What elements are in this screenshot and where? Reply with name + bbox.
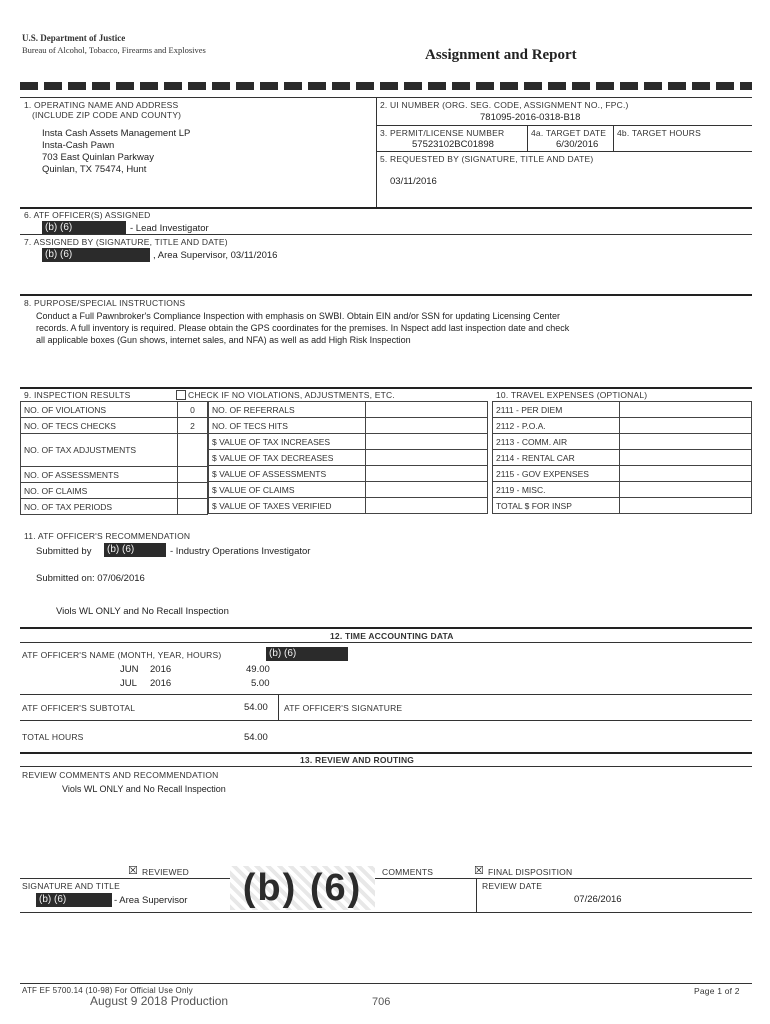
cell-label: 2113 - COMM. AIR (493, 434, 620, 450)
assigned-by: , Area Supervisor, 03/11/2016 (153, 250, 278, 261)
table-row (21, 434, 208, 467)
divider (613, 125, 614, 151)
bureau-name: Bureau of Alcohol, Tobacco, Firearms and Explosives (22, 45, 206, 55)
cell-value (366, 498, 488, 514)
time-year: 2016 (150, 664, 172, 675)
table-row (21, 418, 208, 434)
section1-sublabel: (INCLUDE ZIP CODE AND COUNTY) (32, 110, 182, 120)
cell-label: $ VALUE OF CLAIMS (209, 482, 366, 498)
cell-value (178, 467, 208, 483)
section6-label: 6. ATF OFFICER(S) ASSIGNED (24, 210, 151, 220)
table-row (493, 434, 752, 450)
review-date-label: REVIEW DATE (482, 881, 543, 891)
section3-label: 3. PERMIT/LICENSE NUMBER (380, 128, 505, 138)
cell-label: NO. OF REFERRALS (209, 402, 366, 418)
cell-value (366, 466, 488, 482)
divider (20, 694, 752, 695)
divider (527, 125, 528, 151)
divider (20, 983, 752, 984)
cell-value (366, 434, 488, 450)
form-title: Assignment and Report (425, 47, 577, 63)
cell-value: 0 (178, 402, 208, 418)
final-disposition-checkbox[interactable]: ☒ (474, 865, 484, 877)
address-line: Quinlan, TX 75474, Hunt (42, 164, 147, 175)
section5-label: 5. REQUESTED BY (SIGNATURE, TITLE AND DATE) (380, 154, 594, 164)
page-number: Page 1 of 2 (694, 986, 740, 996)
table-row (21, 467, 208, 483)
divider (20, 207, 752, 209)
divider (20, 294, 752, 296)
redaction: (b) (6) (104, 543, 166, 557)
table-row (209, 450, 488, 466)
time-month: JUN (120, 664, 139, 675)
divider (20, 97, 752, 98)
cell-label: $ VALUE OF TAX DECREASES (209, 450, 366, 466)
section1-label: 1. OPERATING NAME AND ADDRESS (24, 100, 179, 110)
cell-label: NO. OF TECS CHECKS (21, 418, 178, 434)
divider (20, 627, 752, 629)
production-date: August 9 2018 Production (90, 994, 229, 1008)
target-hours-label: 4b. TARGET HOURS (617, 128, 701, 138)
table-row (493, 450, 752, 466)
table-row (493, 466, 752, 482)
divider (20, 387, 752, 389)
officer-name-label: ATF OFFICER'S NAME (MONTH, YEAR, HOURS) (22, 650, 222, 660)
divider (20, 878, 752, 879)
inspection-results-left (20, 401, 208, 515)
instructions-line: records. A full inventory is required. Please obtain the GPS coordinates for the premises. In Nspect add last inspection date and check (36, 323, 570, 333)
officer-signature-label: ATF OFFICER'S SIGNATURE (284, 703, 403, 713)
table-row (493, 482, 752, 498)
subtotal-value: 54.00 (244, 702, 268, 713)
time-year: 2016 (150, 678, 172, 689)
address-line: 703 East Quinlan Parkway (42, 152, 154, 163)
cell-value (620, 402, 752, 418)
section11-label: 11. ATF OFFICER'S RECOMMENDATION (24, 531, 191, 541)
cell-value (366, 450, 488, 466)
section10-label: 10. TRAVEL EXPENSES (OPTIONAL) (496, 390, 648, 400)
redaction: (b) (6) (36, 893, 112, 907)
redaction: (b) (6) (42, 248, 150, 262)
recommendation-note: Viols WL ONLY and No Recall Inspection (56, 606, 229, 617)
cell-value (620, 466, 752, 482)
time-hours: 5.00 (251, 678, 270, 689)
cell-label: 2111 - PER DIEM (493, 402, 620, 418)
table-row (493, 498, 752, 514)
cell-label: 2115 - GOV EXPENSES (493, 466, 620, 482)
table-row (21, 483, 208, 499)
supervisor-role: - Area Supervisor (114, 895, 188, 906)
section12-title: 12. TIME ACCOUNTING DATA (330, 631, 454, 641)
signature-title-label: SIGNATURE AND TITLE (22, 881, 120, 891)
divider (20, 642, 752, 643)
section8-label: 8. PURPOSE/SPECIAL INSTRUCTIONS (24, 298, 186, 308)
large-redaction: (b) (6) (230, 866, 375, 910)
cell-value (620, 434, 752, 450)
cell-value (178, 434, 208, 467)
divider (376, 151, 752, 152)
table-row (209, 498, 488, 514)
divider (20, 752, 752, 754)
redaction: (b) (6) (42, 221, 126, 235)
cell-label: 2119 - MISC. (493, 482, 620, 498)
time-month: JUL (120, 678, 137, 689)
cell-label: $ VALUE OF TAX INCREASES (209, 434, 366, 450)
cell-value (620, 482, 752, 498)
divider (20, 720, 752, 721)
divider (476, 878, 477, 912)
divider (20, 766, 752, 767)
cell-value (366, 482, 488, 498)
table-row (209, 402, 488, 418)
submitted-by-prefix: Submitted by (36, 546, 92, 557)
time-hours: 49.00 (246, 664, 270, 675)
cell-label: NO. OF TAX PERIODS (21, 499, 178, 515)
review-comment: Viols WL ONLY and No Recall Inspection (62, 784, 226, 794)
cell-value: 2 (178, 418, 208, 434)
section2-label: 2. UI NUMBER (ORG. SEG. CODE, ASSIGNMENT NO., FPC.) (380, 100, 629, 110)
header-divider (20, 82, 752, 90)
section9-label: 9. INSPECTION RESULTS (24, 390, 131, 400)
table-row (209, 434, 488, 450)
cell-label: $ VALUE OF TAXES VERIFIED (209, 498, 366, 514)
instructions-line: Conduct a Full Pawnbroker's Compliance Inspection with emphasis on SWBI. Obtain EIN and/or SSN for updating Licensing Center (36, 311, 560, 321)
review-comments-label: REVIEW COMMENTS AND RECOMMENDATION (22, 770, 219, 780)
cell-label: NO. OF TECS HITS (209, 418, 366, 434)
no-violations-checkbox[interactable] (176, 390, 186, 400)
submitted-on: Submitted on: 07/06/2016 (36, 573, 145, 584)
reviewed-label: REVIEWED (142, 867, 189, 877)
cell-label: 2112 - P.O.A. (493, 418, 620, 434)
review-date: 07/26/2016 (574, 894, 622, 905)
table-row (209, 418, 488, 434)
address-line: Insta Cash Assets Management LP (42, 128, 191, 139)
cell-value (620, 498, 752, 514)
cell-value (366, 402, 488, 418)
table-row (21, 402, 208, 418)
target-date: 6/30/2016 (556, 139, 599, 150)
section13-title: 13. REVIEW AND ROUTING (300, 755, 415, 765)
table-row (493, 402, 752, 418)
cell-value (620, 418, 752, 434)
cell-label: 2114 - RENTAL CAR (493, 450, 620, 466)
address-line: Insta-Cash Pawn (42, 140, 115, 151)
travel-expenses-table (492, 401, 752, 514)
no-violations-label: CHECK IF NO VIOLATIONS, ADJUSTMENTS, ETC. (188, 390, 395, 400)
divider (376, 125, 752, 126)
redaction: (b) (6) (266, 647, 348, 661)
bates-number: 706 (372, 996, 391, 1008)
divider (376, 97, 377, 207)
inspection-results-mid (208, 401, 488, 514)
cell-label: $ VALUE OF ASSESSMENTS (209, 466, 366, 482)
total-hours-label: TOTAL HOURS (22, 732, 84, 742)
cell-value (178, 499, 208, 515)
cell-label: NO. OF VIOLATIONS (21, 402, 178, 418)
section7-label: 7. ASSIGNED BY (SIGNATURE, TITLE AND DATE) (24, 237, 228, 247)
cell-label: NO. OF TAX ADJUSTMENTS (21, 434, 178, 467)
final-disposition-label: FINAL DISPOSITION (488, 867, 573, 877)
comments-check-label: COMMENTS (382, 867, 434, 877)
cell-label: NO. OF CLAIMS (21, 483, 178, 499)
license-number: 57523102BC01898 (412, 139, 494, 150)
cell-value (366, 418, 488, 434)
target-date-label: 4a. TARGET DATE (531, 128, 607, 138)
table-row (493, 418, 752, 434)
divider (278, 694, 279, 720)
department-name: U.S. Department of Justice (22, 33, 126, 43)
table-row (209, 482, 488, 498)
total-hours-value: 54.00 (244, 732, 268, 743)
submitted-by-role: - Industry Operations Investigator (170, 546, 311, 557)
divider (20, 912, 752, 913)
cell-value (620, 450, 752, 466)
cell-value (178, 483, 208, 499)
reviewed-checkbox[interactable]: ☒ (128, 865, 138, 877)
form-number: ATF EF 5700.14 (10-98) For Official Use Only (22, 986, 193, 995)
cell-label: NO. OF ASSESSMENTS (21, 467, 178, 483)
subtotal-label: ATF OFFICER'S SUBTOTAL (22, 703, 136, 713)
divider (20, 234, 752, 235)
ui-number: 781095-2016-0318-B18 (480, 112, 581, 123)
table-row (21, 499, 208, 515)
lead-investigator-role: - Lead Investigator (130, 223, 209, 234)
cell-label: TOTAL $ FOR INSP (493, 498, 620, 514)
instructions-line: all applicable boxes (Gun shows, internet sales, and NFA) as well as add High Risk Inspection (36, 335, 411, 345)
requested-date: 03/11/2016 (390, 176, 437, 187)
table-row (209, 466, 488, 482)
